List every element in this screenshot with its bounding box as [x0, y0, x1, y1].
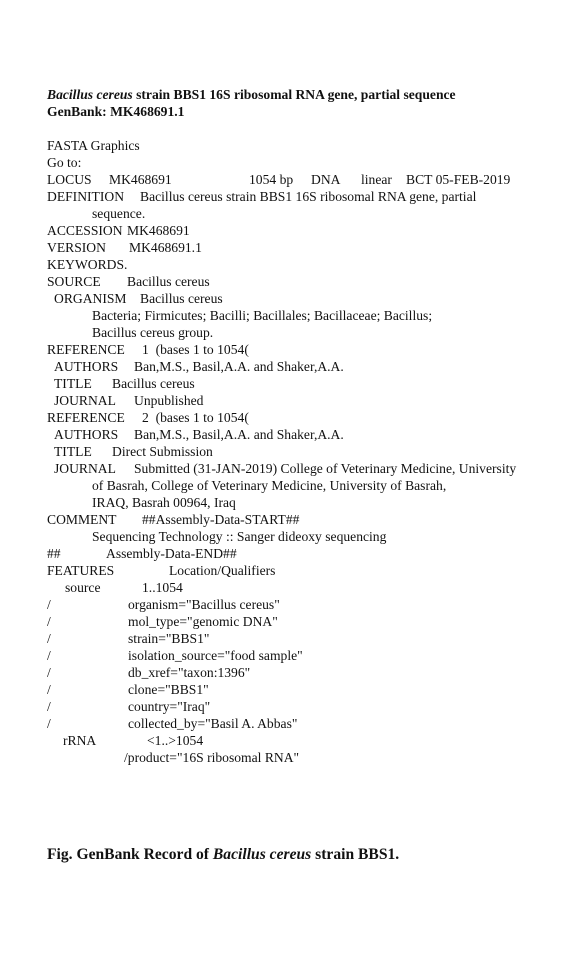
reference2-key: REFERENCE — [47, 410, 125, 425]
comment-value: ##Assembly-Data-START## — [142, 512, 300, 527]
reference2-title: Direct Submission — [112, 444, 213, 459]
accession-value: MK468691 — [127, 223, 190, 238]
reference2-title-key: TITLE — [54, 444, 92, 459]
features-key: FEATURES — [47, 563, 115, 578]
reference1-journal: Unpublished — [134, 393, 204, 408]
locus-topology: linear — [361, 172, 392, 187]
goto-label: Go to: — [47, 155, 82, 170]
locus-length: 1054 bp — [249, 172, 294, 187]
qualifier-slash: / — [47, 631, 51, 646]
comment-line2: Sequencing Technology :: Sanger dideoxy sequencing — [92, 529, 387, 544]
qualifier-isolation-source: isolation_source="food sample" — [128, 648, 303, 663]
reference1-title-key: TITLE — [54, 376, 92, 391]
accession-key: ACCESSION — [47, 223, 123, 238]
qualifier-slash: / — [47, 614, 51, 629]
figure-caption — [47, 846, 399, 863]
reference1-journal-key: JOURNAL — [54, 393, 116, 408]
source-key: SOURCE — [47, 274, 101, 289]
reference2-journal-line1: Submitted (31-JAN-2019) College of Veterinary Medicine, University — [134, 461, 517, 476]
comment-key: COMMENT — [47, 512, 117, 527]
definition-line1: Bacillus cereus strain BBS1 16S ribosomal RNA gene, partial — [140, 189, 477, 204]
reference1-authors-key: AUTHORS — [54, 359, 119, 374]
qualifier-slash: / — [47, 648, 51, 663]
reference2-journal-line2: of Basrah, College of Veterinary Medicine, University of Basrah, — [92, 478, 447, 493]
record-accession-heading: GenBank: MK468691.1 — [47, 104, 185, 119]
organism-lineage-2: Bacillus cereus group. — [92, 325, 214, 340]
reference1-authors: Ban,M.S., Basil,A.A. and Shaker,A.A. — [134, 359, 344, 374]
graphics-link[interactable]: Graphics — [90, 138, 140, 153]
qualifier-mol-type: mol_type="genomic DNA" — [128, 614, 278, 629]
reference2-journal-key: JOURNAL — [54, 461, 116, 476]
locus-moltype: DNA — [311, 172, 341, 187]
locus-key: LOCUS — [47, 172, 92, 187]
reference1-key: REFERENCE — [47, 342, 125, 357]
title-species: Bacillus cereus — [47, 87, 133, 102]
comment-line3: Assembly-Data-END## — [106, 546, 237, 561]
qualifier-slash: / — [47, 682, 51, 697]
caption-species: Bacillus cereus — [212, 846, 312, 863]
reference2-value: 2 (bases 1 to 1054( — [142, 410, 249, 425]
reference1-title: Bacillus cereus — [112, 376, 195, 391]
qualifier-slash: / — [47, 716, 51, 731]
fasta-link[interactable]: FASTA — [47, 138, 88, 153]
locus-name: MK468691 — [109, 172, 172, 187]
nav-links — [47, 137, 140, 154]
qualifier-db-xref: db_xref="taxon:1396" — [128, 665, 251, 680]
reference1-value: 1 (bases 1 to 1054( — [142, 342, 249, 357]
feature-rrna-location: <1..>1054 — [147, 733, 204, 748]
features-header: Location/Qualifiers — [169, 563, 276, 578]
qualifier-slash: / — [47, 699, 51, 714]
caption-suffix: strain BBS1. — [311, 846, 400, 863]
version-key: VERSION — [47, 240, 106, 255]
organism-key: ORGANISM — [54, 291, 127, 306]
organism-value: Bacillus cereus — [140, 291, 223, 306]
organism-lineage-1: Bacteria; Firmicutes; Bacilli; Bacillales; Bacillaceae; Bacillus; — [92, 308, 433, 323]
reference2-journal-line3: IRAQ, Basrah 00964, Iraq — [92, 495, 236, 510]
definition-line2: sequence. — [92, 206, 146, 221]
version-value: MK468691.1 — [129, 240, 202, 255]
comment-hash: ## — [47, 546, 61, 561]
source-value: Bacillus cereus — [127, 274, 210, 289]
record-title — [47, 86, 456, 103]
feature-source-key: source — [65, 580, 101, 595]
qualifier-slash: / — [47, 597, 51, 612]
qualifier-clone: clone="BBS1" — [128, 682, 209, 697]
qualifier-collected-by: collected_by="Basil A. Abbas" — [128, 716, 298, 731]
definition-key: DEFINITION — [47, 189, 125, 204]
keywords-key: KEYWORDS. — [47, 257, 128, 272]
qualifier-organism: organism="Bacillus cereus" — [128, 597, 280, 612]
reference2-authors-key: AUTHORS — [54, 427, 119, 442]
feature-rrna-key: rRNA — [63, 733, 97, 748]
title-rest: strain BBS1 16S ribosomal RNA gene, partial sequence — [132, 87, 456, 102]
caption-prefix: Fig. GenBank Record of — [47, 846, 213, 863]
qualifier-slash: / — [47, 665, 51, 680]
qualifier-country: country="Iraq" — [128, 699, 211, 714]
feature-rrna-product: /product="16S ribosomal RNA" — [124, 750, 300, 765]
feature-source-location: 1..1054 — [142, 580, 183, 595]
qualifier-strain: strain="BBS1" — [128, 631, 210, 646]
reference2-authors: Ban,M.S., Basil,A.A. and Shaker,A.A. — [134, 427, 344, 442]
locus-division-date: BCT 05-FEB-2019 — [406, 172, 511, 187]
